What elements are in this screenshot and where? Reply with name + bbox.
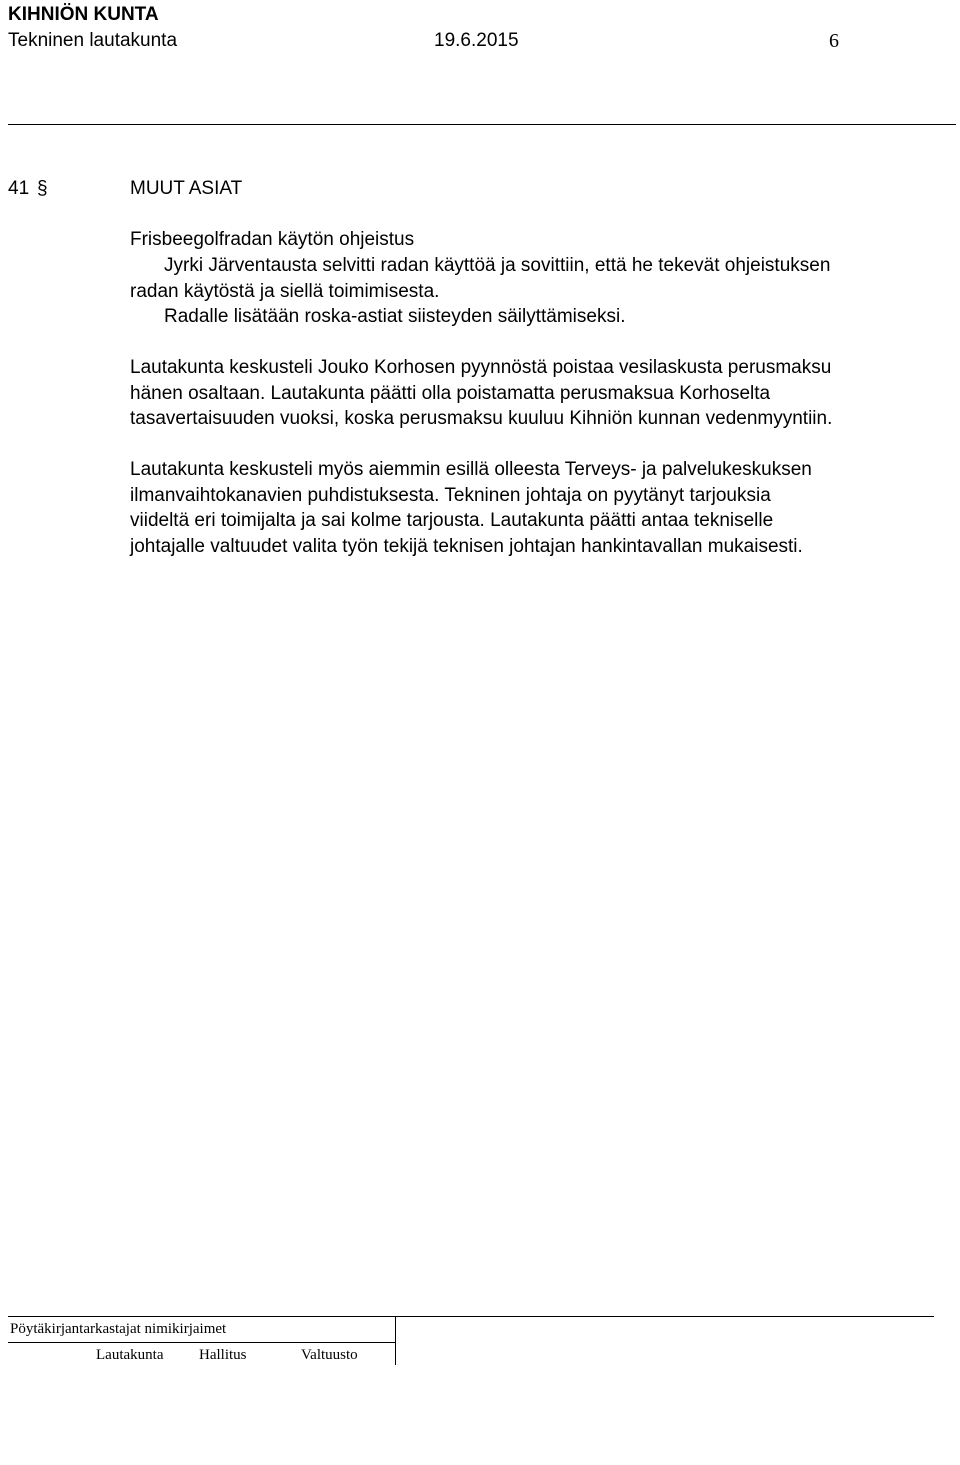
paragraph-line: tasavertaisuuden vuoksi, koska perusmaksu kuuluu Kihniön kunnan vedenmyyntiin.: [130, 408, 833, 429]
meeting-date: 19.6.2015: [434, 30, 519, 51]
item-body: [130, 253, 950, 330]
paragraph-line: hänen osaltaan. Lautakunta päätti olla poistamatta perusmaksua Korhoselta: [130, 382, 771, 404]
paragraph-line: viideltä eri toimijalta ja sai kolme tarjousta. Lautakunta päätti antaa tekniselle: [130, 510, 774, 531]
paragraph-line: ilmanvaihtokanavien puhdistuksesta. Tekninen johtaja on pyytänyt tarjouksia: [130, 484, 771, 506]
section-number: 41: [8, 178, 30, 199]
committee-name: Tekninen lautakunta: [8, 30, 178, 51]
paragraph-line: Lautakunta keskusteli Jouko Korhosen pyynnöstä poistaa vesilaskusta perusmaksu: [130, 357, 832, 378]
paragraph-water-fee: [130, 355, 956, 432]
footer-title: Pöytäkirjantarkastajat nimikirjaimet: [10, 1321, 227, 1337]
paragraph-line: johtajalle valtuudet valita työn tekijä teknisen johtajan hankintavallan mukaisesti.: [130, 535, 803, 557]
organization-name: KIHNIÖN KUNTA: [8, 4, 159, 25]
footer-column-valtuusto: Valtuusto: [301, 1347, 358, 1363]
item-line: radan käytöstä ja siellä toimimisesta.: [130, 280, 440, 302]
paragraph-ventilation: [130, 457, 956, 559]
section-title: MUUT ASIAT: [130, 178, 243, 199]
item-line: Jyrki Järventausta selvitti radan käyttöä ja sovittiin, että he tekevät ohjeistuksen: [164, 255, 831, 276]
header-divider: [8, 124, 956, 125]
page-number: 6: [829, 30, 839, 52]
footer-column-lautakunta: Lautakunta: [96, 1347, 164, 1363]
paragraph-line: Lautakunta keskusteli myös aiemmin esillä olleesta Terveys- ja palvelukeskuksen: [130, 459, 812, 480]
footer-inner-divider: [8, 1342, 395, 1343]
item-subject: Frisbeegolfradan käytön ohjeistus: [130, 229, 415, 250]
footer-column-hallitus: Hallitus: [199, 1347, 247, 1363]
item-line: Radalle lisätään roska-astiat siisteyden säilyttämiseksi.: [164, 306, 626, 327]
section-sign: §: [37, 178, 48, 199]
